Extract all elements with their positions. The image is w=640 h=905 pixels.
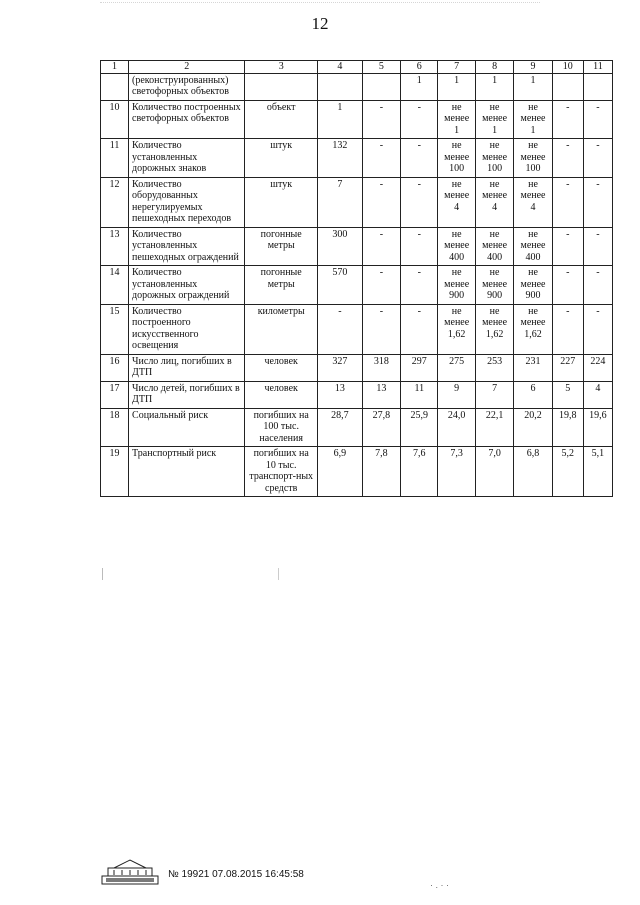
data-table: [100, 60, 613, 497]
indicator-name-cell: Число детей, погибших в ДТП: [129, 381, 245, 408]
scan-artifact-mark: [278, 568, 279, 580]
value-cell: не менее 400: [514, 227, 552, 266]
value-cell: -: [401, 266, 438, 305]
unit-cell: человек: [245, 381, 318, 408]
value-cell: -: [583, 266, 612, 305]
column-header: 8: [475, 61, 513, 74]
value-cell: не менее 4: [438, 177, 475, 227]
value-cell: -: [362, 266, 400, 305]
value-cell: -: [552, 100, 583, 139]
table-row: [101, 408, 613, 447]
value-cell: 224: [583, 354, 612, 381]
value-cell: 20,2: [514, 408, 552, 447]
indicator-name-cell: Количество установленных дорожных знаков: [129, 139, 245, 178]
unit-cell: погибших на 100 тыс. населения: [245, 408, 318, 447]
scan-artifact-mark: [102, 568, 103, 580]
value-cell: 13: [362, 381, 400, 408]
value-cell: -: [552, 304, 583, 354]
row-number-cell: 11: [101, 139, 129, 178]
value-cell: 7,8: [362, 447, 400, 497]
value-cell: 1: [514, 73, 552, 100]
value-cell: не менее 1,62: [475, 304, 513, 354]
value-cell: не менее 1: [438, 100, 475, 139]
value-cell: -: [552, 177, 583, 227]
indicator-name-cell: Транспортный риск: [129, 447, 245, 497]
value-cell: 4: [583, 381, 612, 408]
unit-cell: [245, 73, 318, 100]
table-row: [101, 266, 613, 305]
value-cell: 25,9: [401, 408, 438, 447]
value-cell: 6,9: [318, 447, 363, 497]
value-cell: -: [362, 227, 400, 266]
row-number-cell: 15: [101, 304, 129, 354]
scan-artifact-top: [100, 2, 540, 9]
value-cell: 1: [401, 73, 438, 100]
value-cell: 24,0: [438, 408, 475, 447]
column-header: 7: [438, 61, 475, 74]
table-row: [101, 100, 613, 139]
value-cell: 300: [318, 227, 363, 266]
value-cell: не менее 100: [475, 139, 513, 178]
value-cell: -: [401, 227, 438, 266]
value-cell: [552, 73, 583, 100]
value-cell: 1: [475, 73, 513, 100]
value-cell: 327: [318, 354, 363, 381]
value-cell: не менее 1,62: [438, 304, 475, 354]
column-header: 1: [101, 61, 129, 74]
value-cell: [583, 73, 612, 100]
indicator-name-cell: Количество установленных дорожных ограждений: [129, 266, 245, 305]
value-cell: не менее 100: [438, 139, 475, 178]
table-header-row: [101, 61, 613, 74]
row-number-cell: 10: [101, 100, 129, 139]
scan-artifact-bottom: · . · ·: [430, 880, 449, 890]
column-header: 5: [362, 61, 400, 74]
value-cell: 227: [552, 354, 583, 381]
row-number-cell: 14: [101, 266, 129, 305]
footer: [100, 858, 304, 886]
value-cell: не менее 400: [475, 227, 513, 266]
indicator-name-cell: Количество оборудованных нерегулируемых пешеходных переходов: [129, 177, 245, 227]
value-cell: -: [552, 266, 583, 305]
value-cell: [318, 73, 363, 100]
value-cell: -: [401, 100, 438, 139]
value-cell: не менее 900: [475, 266, 513, 305]
value-cell: 570: [318, 266, 363, 305]
table-row: [101, 177, 613, 227]
value-cell: 7: [318, 177, 363, 227]
value-cell: 7,3: [438, 447, 475, 497]
value-cell: 7,0: [475, 447, 513, 497]
value-cell: -: [401, 304, 438, 354]
unit-cell: километры: [245, 304, 318, 354]
value-cell: 132: [318, 139, 363, 178]
value-cell: -: [401, 139, 438, 178]
value-cell: [362, 73, 400, 100]
value-cell: -: [362, 139, 400, 178]
value-cell: -: [583, 177, 612, 227]
value-cell: 22,1: [475, 408, 513, 447]
table-row: [101, 227, 613, 266]
row-number-cell: 18: [101, 408, 129, 447]
value-cell: 275: [438, 354, 475, 381]
value-cell: не менее 4: [475, 177, 513, 227]
column-header: 6: [401, 61, 438, 74]
table-row: [101, 73, 613, 100]
value-cell: 9: [438, 381, 475, 408]
value-cell: 7,6: [401, 447, 438, 497]
value-cell: -: [362, 304, 400, 354]
value-cell: не менее 1,62: [514, 304, 552, 354]
value-cell: 318: [362, 354, 400, 381]
value-cell: не менее 1: [475, 100, 513, 139]
value-cell: не менее 400: [438, 227, 475, 266]
value-cell: 27,8: [362, 408, 400, 447]
value-cell: 297: [401, 354, 438, 381]
value-cell: не менее 900: [438, 266, 475, 305]
value-cell: 6,8: [514, 447, 552, 497]
table-row: [101, 139, 613, 178]
value-cell: не менее 900: [514, 266, 552, 305]
value-cell: -: [583, 227, 612, 266]
value-cell: не менее 4: [514, 177, 552, 227]
column-header: 9: [514, 61, 552, 74]
unit-cell: человек: [245, 354, 318, 381]
row-number-cell: [101, 73, 129, 100]
value-cell: 231: [514, 354, 552, 381]
unit-cell: погибших на 10 тыс. транспорт-ных средств: [245, 447, 318, 497]
table-row: [101, 381, 613, 408]
value-cell: 5,2: [552, 447, 583, 497]
row-number-cell: 12: [101, 177, 129, 227]
indicator-name-cell: Количество установленных пешеходных ограждений: [129, 227, 245, 266]
column-header: 3: [245, 61, 318, 74]
value-cell: 7: [475, 381, 513, 408]
value-cell: 28,7: [318, 408, 363, 447]
table-row: [101, 354, 613, 381]
value-cell: -: [583, 139, 612, 178]
value-cell: 1: [318, 100, 363, 139]
value-cell: 13: [318, 381, 363, 408]
value-cell: -: [401, 177, 438, 227]
column-header: 4: [318, 61, 363, 74]
column-header: 10: [552, 61, 583, 74]
unit-cell: погонные метры: [245, 227, 318, 266]
value-cell: -: [583, 304, 612, 354]
row-number-cell: 19: [101, 447, 129, 497]
value-cell: не менее 100: [514, 139, 552, 178]
value-cell: 11: [401, 381, 438, 408]
value-cell: 5,1: [583, 447, 612, 497]
indicator-name-cell: Количество построенного искусственного освещения: [129, 304, 245, 354]
value-cell: 19,8: [552, 408, 583, 447]
value-cell: -: [362, 177, 400, 227]
value-cell: -: [552, 227, 583, 266]
value-cell: -: [362, 100, 400, 139]
row-number-cell: 13: [101, 227, 129, 266]
value-cell: 6: [514, 381, 552, 408]
value-cell: 5: [552, 381, 583, 408]
page-number: 12: [311, 14, 329, 33]
building-emblem-icon: [100, 858, 160, 886]
value-cell: 253: [475, 354, 513, 381]
indicator-name-cell: (реконструированных) светофорных объектов: [129, 73, 245, 100]
value-cell: 1: [438, 73, 475, 100]
value-cell: -: [318, 304, 363, 354]
value-cell: -: [583, 100, 612, 139]
indicator-name-cell: Социальный риск: [129, 408, 245, 447]
unit-cell: штук: [245, 177, 318, 227]
value-cell: 19,6: [583, 408, 612, 447]
document-stamp-text: № 19921 07.08.2015 16:45:58: [168, 869, 304, 880]
table-row: [101, 447, 613, 497]
unit-cell: штук: [245, 139, 318, 178]
unit-cell: объект: [245, 100, 318, 139]
column-header: 11: [583, 61, 612, 74]
unit-cell: погонные метры: [245, 266, 318, 305]
table-row: [101, 304, 613, 354]
indicator-name-cell: Количество построенных светофорных объектов: [129, 100, 245, 139]
value-cell: не менее 1: [514, 100, 552, 139]
row-number-cell: 16: [101, 354, 129, 381]
column-header: 2: [129, 61, 245, 74]
row-number-cell: 17: [101, 381, 129, 408]
value-cell: -: [552, 139, 583, 178]
indicator-name-cell: Число лиц, погибших в ДТП: [129, 354, 245, 381]
